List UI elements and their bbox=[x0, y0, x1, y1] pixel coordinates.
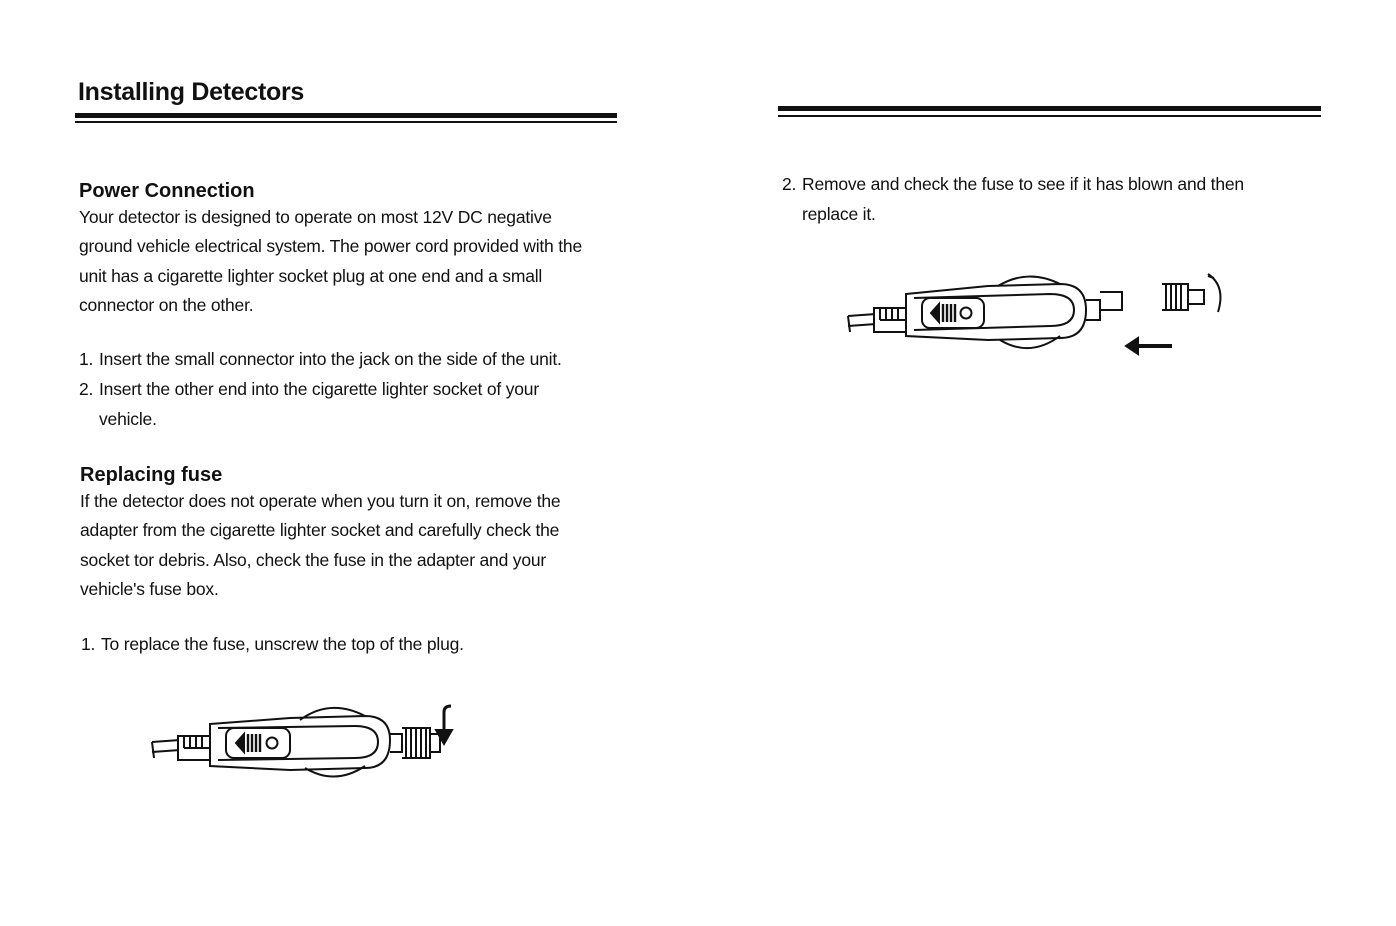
page-title: Installing Detectors bbox=[78, 78, 304, 106]
step-text-continued: vehicle. bbox=[99, 408, 157, 429]
power-step-1 bbox=[79, 345, 639, 375]
step-text: To replace the fuse, unscrew the top of the plug. bbox=[101, 634, 464, 654]
fuse-step-1 bbox=[81, 630, 641, 660]
title-rule-thick-left bbox=[75, 113, 617, 118]
paragraph-line: adapter from the cigarette lighter socket and carefully check the bbox=[80, 520, 560, 541]
power-connection-heading: Power Connection bbox=[79, 180, 255, 202]
replacing-fuse-heading: Replacing fuse bbox=[80, 464, 223, 486]
power-connection-paragraph bbox=[79, 203, 639, 320]
title-rule-thin-right bbox=[778, 115, 1321, 117]
paragraph-line: connector on the other. bbox=[79, 294, 254, 315]
paragraph-line: Your detector is designed to operate on most 12V DC negative bbox=[79, 207, 552, 227]
paragraph-line: vehicle's fuse box. bbox=[80, 578, 219, 599]
title-rule-thin-left bbox=[75, 121, 617, 123]
cigarette-plug-unscrew-icon bbox=[152, 706, 452, 777]
replacing-fuse-paragraph bbox=[80, 487, 640, 604]
cigarette-plug-fuse-icon bbox=[848, 274, 1220, 354]
plug-unscrew-illustration bbox=[140, 690, 480, 800]
step-number: 1. bbox=[79, 349, 94, 369]
step-number: 1. bbox=[81, 634, 96, 654]
step-text-continued: replace it. bbox=[802, 203, 876, 224]
step-number: 2. bbox=[782, 174, 797, 194]
power-step-2 bbox=[79, 375, 639, 434]
step-text: Remove and check the fuse to see if it has blown and then bbox=[802, 174, 1244, 194]
paragraph-line: socket tor debris. Also, check the fuse in the adapter and your bbox=[80, 549, 547, 570]
paragraph-line: ground vehicle electrical system. The power cord provided with the bbox=[79, 236, 582, 257]
plug-fuse-replace-illustration bbox=[838, 262, 1238, 362]
title-rule-thick-right bbox=[778, 106, 1321, 111]
step-text: Insert the other end into the cigarette lighter socket of your bbox=[99, 379, 539, 399]
paragraph-line: unit has a cigarette lighter socket plug at one end and a small bbox=[79, 265, 543, 286]
step-text: Insert the small connector into the jack on the side of the unit. bbox=[99, 349, 562, 369]
step-number: 2. bbox=[79, 379, 94, 399]
paragraph-line: If the detector does not operate when you turn it on, remove the bbox=[80, 491, 561, 511]
fuse-step-2 bbox=[782, 170, 1342, 229]
